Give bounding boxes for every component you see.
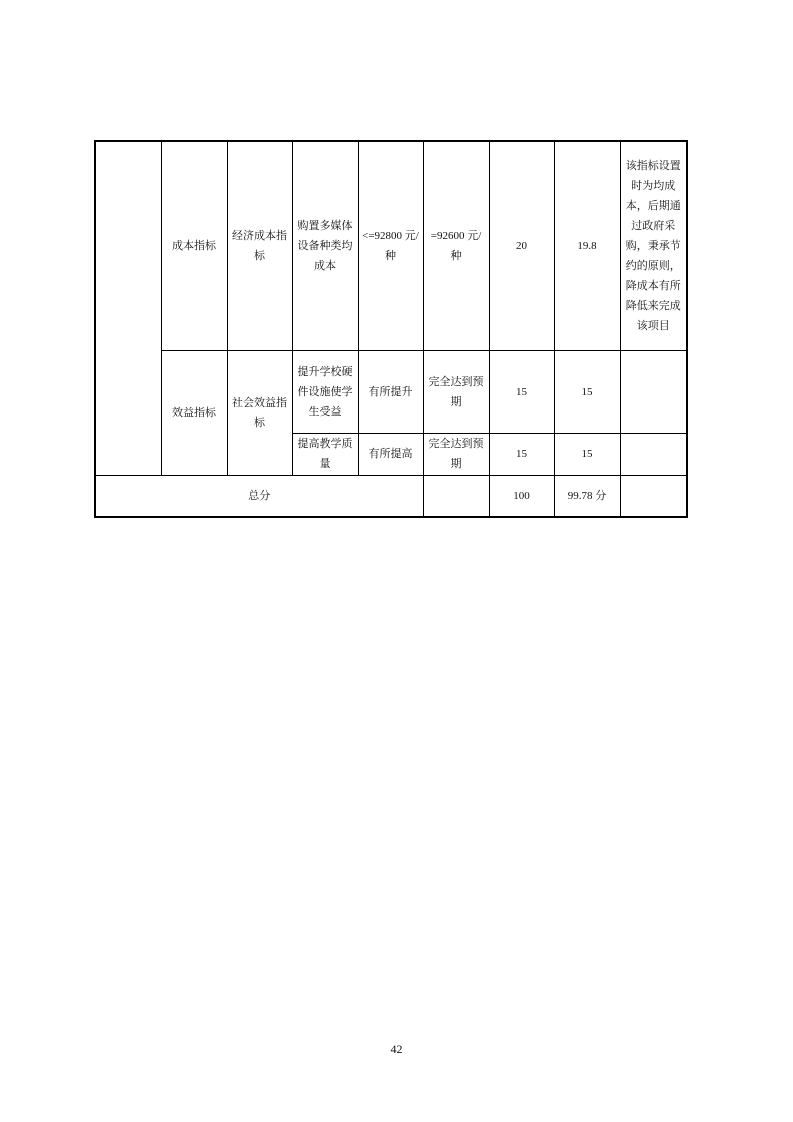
- target-value-cell: 有所提高: [358, 433, 423, 475]
- performance-evaluation-table: [94, 140, 688, 518]
- actual-value-cell: 完全达到预期: [423, 350, 489, 433]
- secondary-indicator-cell: 效益指标: [161, 350, 227, 475]
- total-label-cell: 总分: [95, 475, 423, 517]
- remark-cell: [620, 350, 687, 433]
- target-value-cell: <=92800 元/种: [358, 141, 423, 350]
- remark-cell: [620, 433, 687, 475]
- tertiary-indicator-cell: 经济成本指标: [227, 141, 292, 350]
- table-row: [95, 350, 687, 433]
- total-row: [95, 475, 687, 517]
- score-cell: 15: [554, 433, 620, 475]
- page-number: 42: [390, 1042, 403, 1056]
- total-remark-cell: [620, 475, 687, 517]
- first-level-indicator-cell: [95, 141, 161, 475]
- remark-cell: 该指标设置时为均成本，后期通过政府采购，秉承节约的原则，降成本有所降低来完成该项目: [620, 141, 687, 350]
- actual-value-cell: =92600 元/种: [423, 141, 489, 350]
- indicator-content-cell: 购置多媒体设备种类均成本: [292, 141, 358, 350]
- actual-value-cell: 完全达到预期: [423, 433, 489, 475]
- tertiary-indicator-cell: 社会效益指标: [227, 350, 292, 475]
- total-score-cell: 99.78 分: [554, 475, 620, 517]
- secondary-indicator-cell: 成本指标: [161, 141, 227, 350]
- score-cell: 19.8: [554, 141, 620, 350]
- total-empty-cell: [423, 475, 489, 517]
- target-value-cell: 有所提升: [358, 350, 423, 433]
- indicator-content-cell: 提高教学质量: [292, 433, 358, 475]
- indicator-content-cell: 提升学校硬件设施使学生受益: [292, 350, 358, 433]
- weight-cell: 20: [489, 141, 554, 350]
- weight-cell: 15: [489, 433, 554, 475]
- total-weight-cell: 100: [489, 475, 554, 517]
- weight-cell: 15: [489, 350, 554, 433]
- table-row: [95, 141, 687, 350]
- score-cell: 15: [554, 350, 620, 433]
